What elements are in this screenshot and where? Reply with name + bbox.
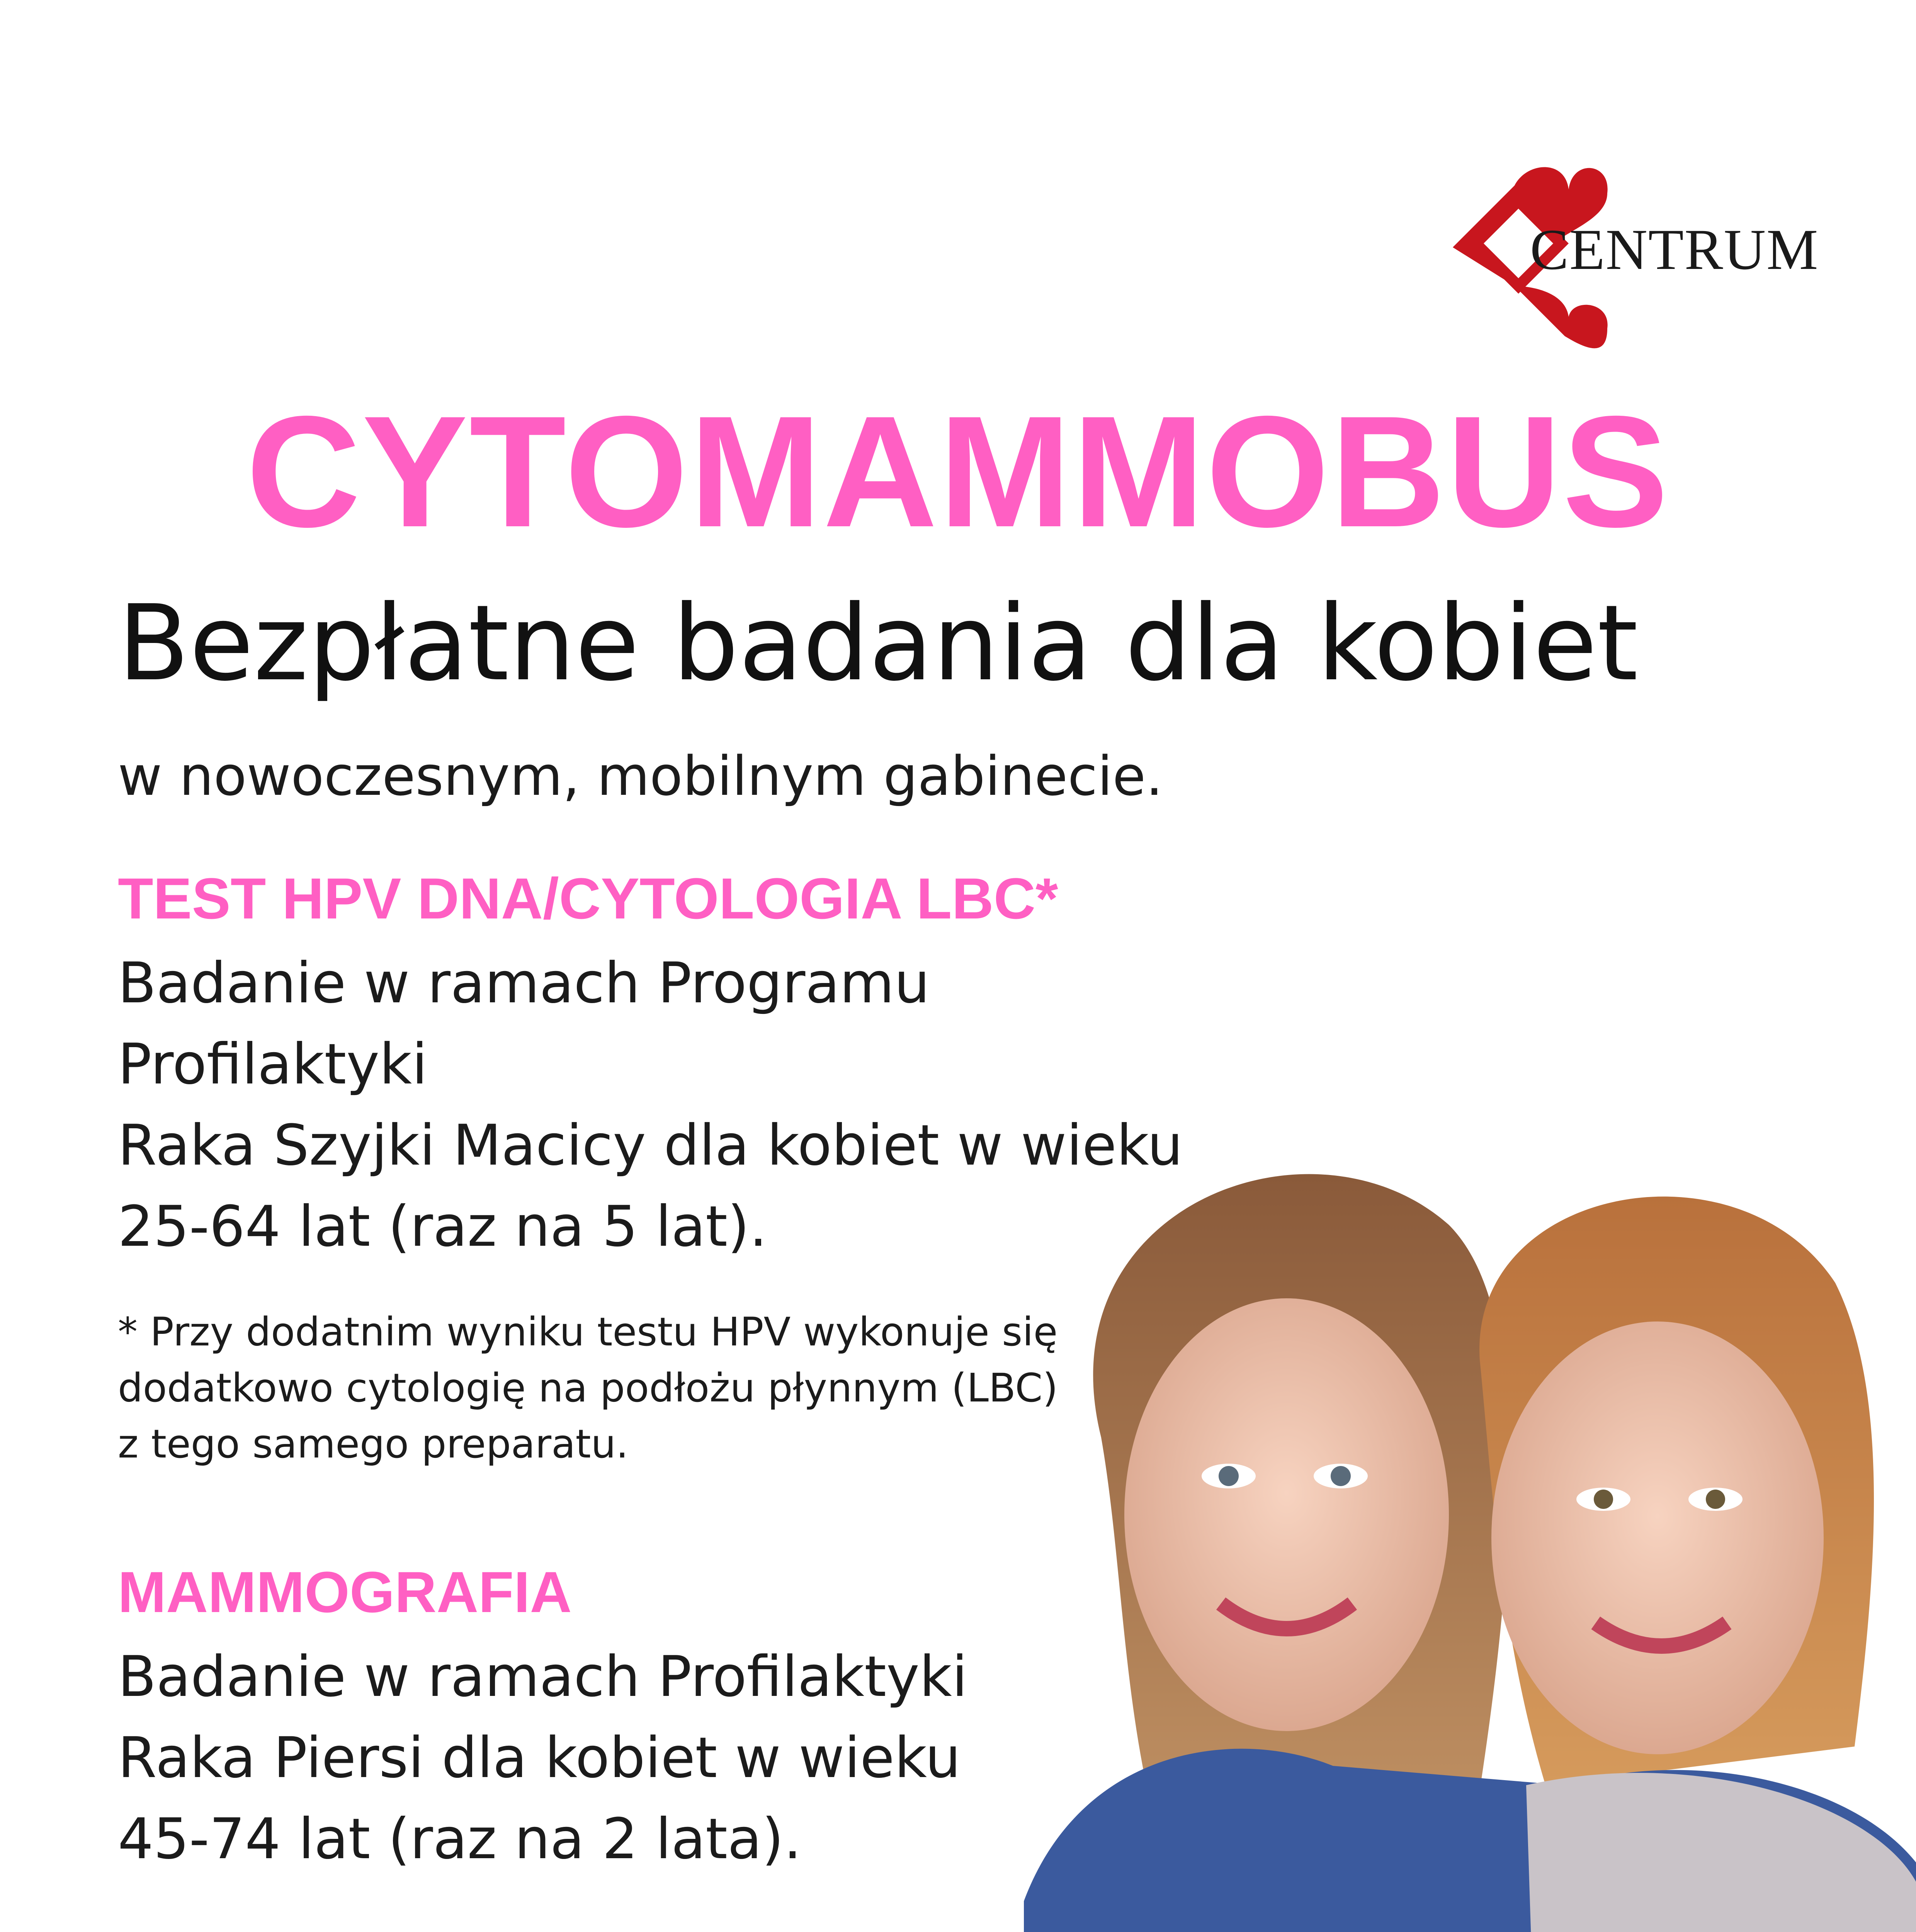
hpv-note-line: z tego samego preparatu. <box>118 1421 629 1467</box>
hpv-line: Badanie w ramach Programu <box>118 951 930 1016</box>
hpv-line: 25-64 lat (raz na 5 lat). <box>118 1194 767 1259</box>
mammo-line: Raka Piersi dla kobiet w wieku <box>118 1725 961 1791</box>
hpv-line: Raka Szyjki Macicy dla kobiet w wieku <box>118 1113 1183 1178</box>
logo-text: CENTRUM <box>1530 218 1819 282</box>
hpv-heading: TEST HPV DNA/CYTOLOGIA LBC* <box>118 866 1058 931</box>
hpv-note-line: * Przy dodatnim wyniku testu HPV wykonuje się <box>118 1309 1058 1355</box>
mammo-heading: MAMMOGRAFIA <box>118 1560 572 1624</box>
page-title: CYTOMAMMOBUS <box>246 383 1670 560</box>
subtitle-secondary: w nowoczesnym, mobilnym gabinecie. <box>118 745 1163 808</box>
women-photo <box>889 1090 1916 1932</box>
hpv-line: Profilaktyki <box>118 1032 428 1097</box>
mammo-line: Badanie w ramach Profilaktyki <box>118 1644 968 1709</box>
mammo-line: 45-74 lat (raz na 2 lata). <box>118 1806 802 1872</box>
hpv-note-line: dodatkowo cytologię na podłożu płynnym (LBC) <box>118 1365 1058 1411</box>
subtitle: Bezpłatne badania dla kobiet <box>118 582 1638 704</box>
